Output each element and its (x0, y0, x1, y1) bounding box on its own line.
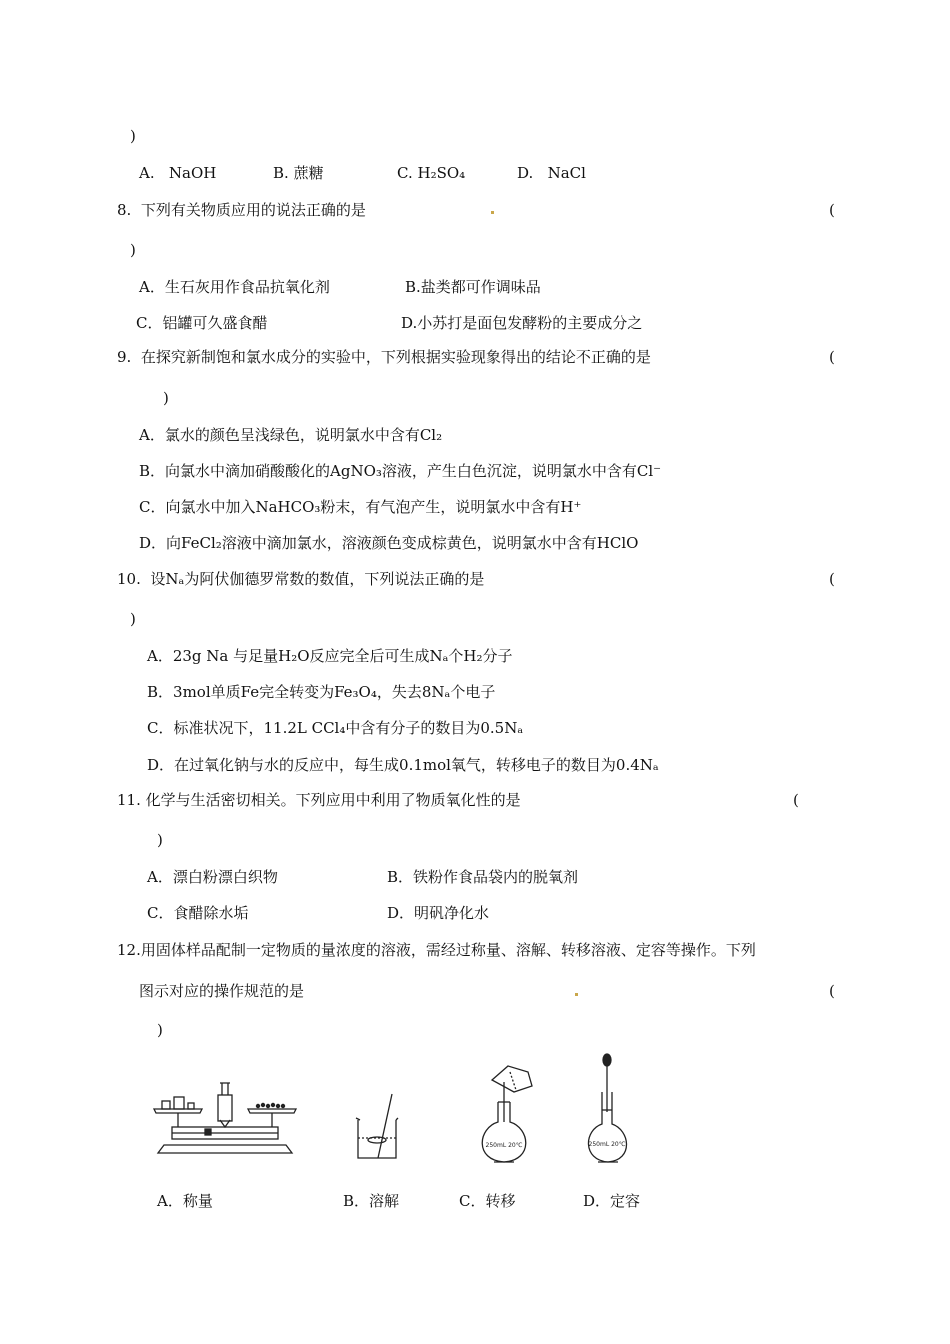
flask-transfer-icon (470, 1052, 540, 1167)
q9-open-paren: ( (829, 348, 835, 366)
q11-option-d: D．明矾净化水 (387, 904, 490, 922)
q12-stem-line1: 12.用固体样品配制一定物质的量浓度的溶液，需经过称量、溶解、转移溶液、定容等操作。下列 (117, 941, 756, 959)
q9-option-b: B．向氯水中滴加硝酸酸化的AgNO₃溶液，产生白色沉淀，说明氯水中含有Cl⁻ (139, 462, 662, 480)
q8-option-b: B.盐类都可作调味品 (405, 278, 541, 296)
q11-close-paren: ) (157, 831, 163, 849)
q10-option-b: B．3mol单质Fe完全转变为Fe₃O₄，失去8Nₐ个电子 (147, 683, 496, 701)
q11-option-a: A．漂白粉漂白织物 (147, 868, 278, 886)
q10-open-paren: ( (829, 570, 835, 588)
beaker-icon (352, 1088, 402, 1163)
q9-option-c: C．向氯水中加入NaHCO₃粉末，有气泡产生，说明氯水中含有H⁺ (139, 498, 582, 516)
q11-option-b: B．铁粉作食品袋内的脱氧剂 (387, 868, 579, 886)
q8-close-paren: ) (130, 241, 136, 259)
q11-open-paren: ( (793, 791, 799, 809)
q12-caption-a: A．称量 (157, 1192, 213, 1210)
q12-close-paren: ) (157, 1021, 163, 1039)
q10-option-c: C．标准状况下，11.2L CCl₄中含有分子的数目为0.5Nₐ (147, 719, 524, 737)
q7-option-d: D. NaCl (517, 164, 586, 182)
q7-option-b: B. 蔗糖 (273, 164, 324, 182)
flask-label: 250mL 20℃ (485, 1142, 523, 1149)
q10-option-d: D．在过氧化钠与水的反应中，每生成0.1mol氧气，转移电子的数目为0.4Nₐ (147, 756, 659, 774)
q12-open-paren: ( (829, 982, 835, 1000)
q8-open-paren: ( (829, 201, 835, 219)
q8-option-a: A．生石灰用作食品抗氧化剂 (139, 278, 330, 296)
q10-close-paren: ) (130, 610, 136, 628)
q7-option-a: A. NaOH (139, 164, 217, 182)
q9-close-paren: ) (163, 389, 169, 407)
q11-stem: 11. 化学与生活密切相关。下列应用中利用了物质氧化性的是 (117, 791, 521, 809)
q12-caption-b: B．溶解 (343, 1192, 400, 1210)
q8-option-c: C．铝罐可久盛食醋 (136, 314, 268, 332)
q10-option-a: A．23g Na 与足量H₂O反应完全后可生成Nₐ个H₂分子 (147, 647, 513, 665)
q7-close-paren: ) (130, 127, 136, 145)
q9-stem: 9. 在探究新制饱和氯水成分的实验中，下列根据实验现象得出的结论不正确的是 (117, 348, 651, 366)
stray-dot (491, 211, 494, 214)
q9-option-a: A．氯水的颜色呈浅绿色，说明氯水中含有Cl₂ (139, 426, 443, 444)
stray-dot (575, 993, 578, 996)
q8-stem: 8. 下列有关物质应用的说法正确的是 (117, 201, 366, 219)
q7-option-c: C. H₂SO₄ (397, 164, 466, 182)
q12-caption-c: C．转移 (459, 1192, 516, 1210)
q11-option-c: C．食醋除水垢 (147, 904, 249, 922)
q12-caption-d: D．定容 (583, 1192, 641, 1210)
q10-stem: 10. 设Nₐ为阿伏伽德罗常数的数值，下列说法正确的是 (117, 570, 485, 588)
flask-dropper-icon (580, 1052, 640, 1167)
balance-icon (150, 1075, 300, 1165)
q8-option-d: D.小苏打是面包发酵粉的主要成分之 (401, 314, 643, 332)
q9-option-d: D．向FeCl₂溶液中滴加氯水，溶液颜色变成棕黄色，说明氯水中含有HClO (139, 534, 639, 552)
q12-stem-line2: 图示对应的操作规范的是 (139, 982, 305, 1000)
flask-label: 250mL 20℃ (588, 1141, 626, 1148)
